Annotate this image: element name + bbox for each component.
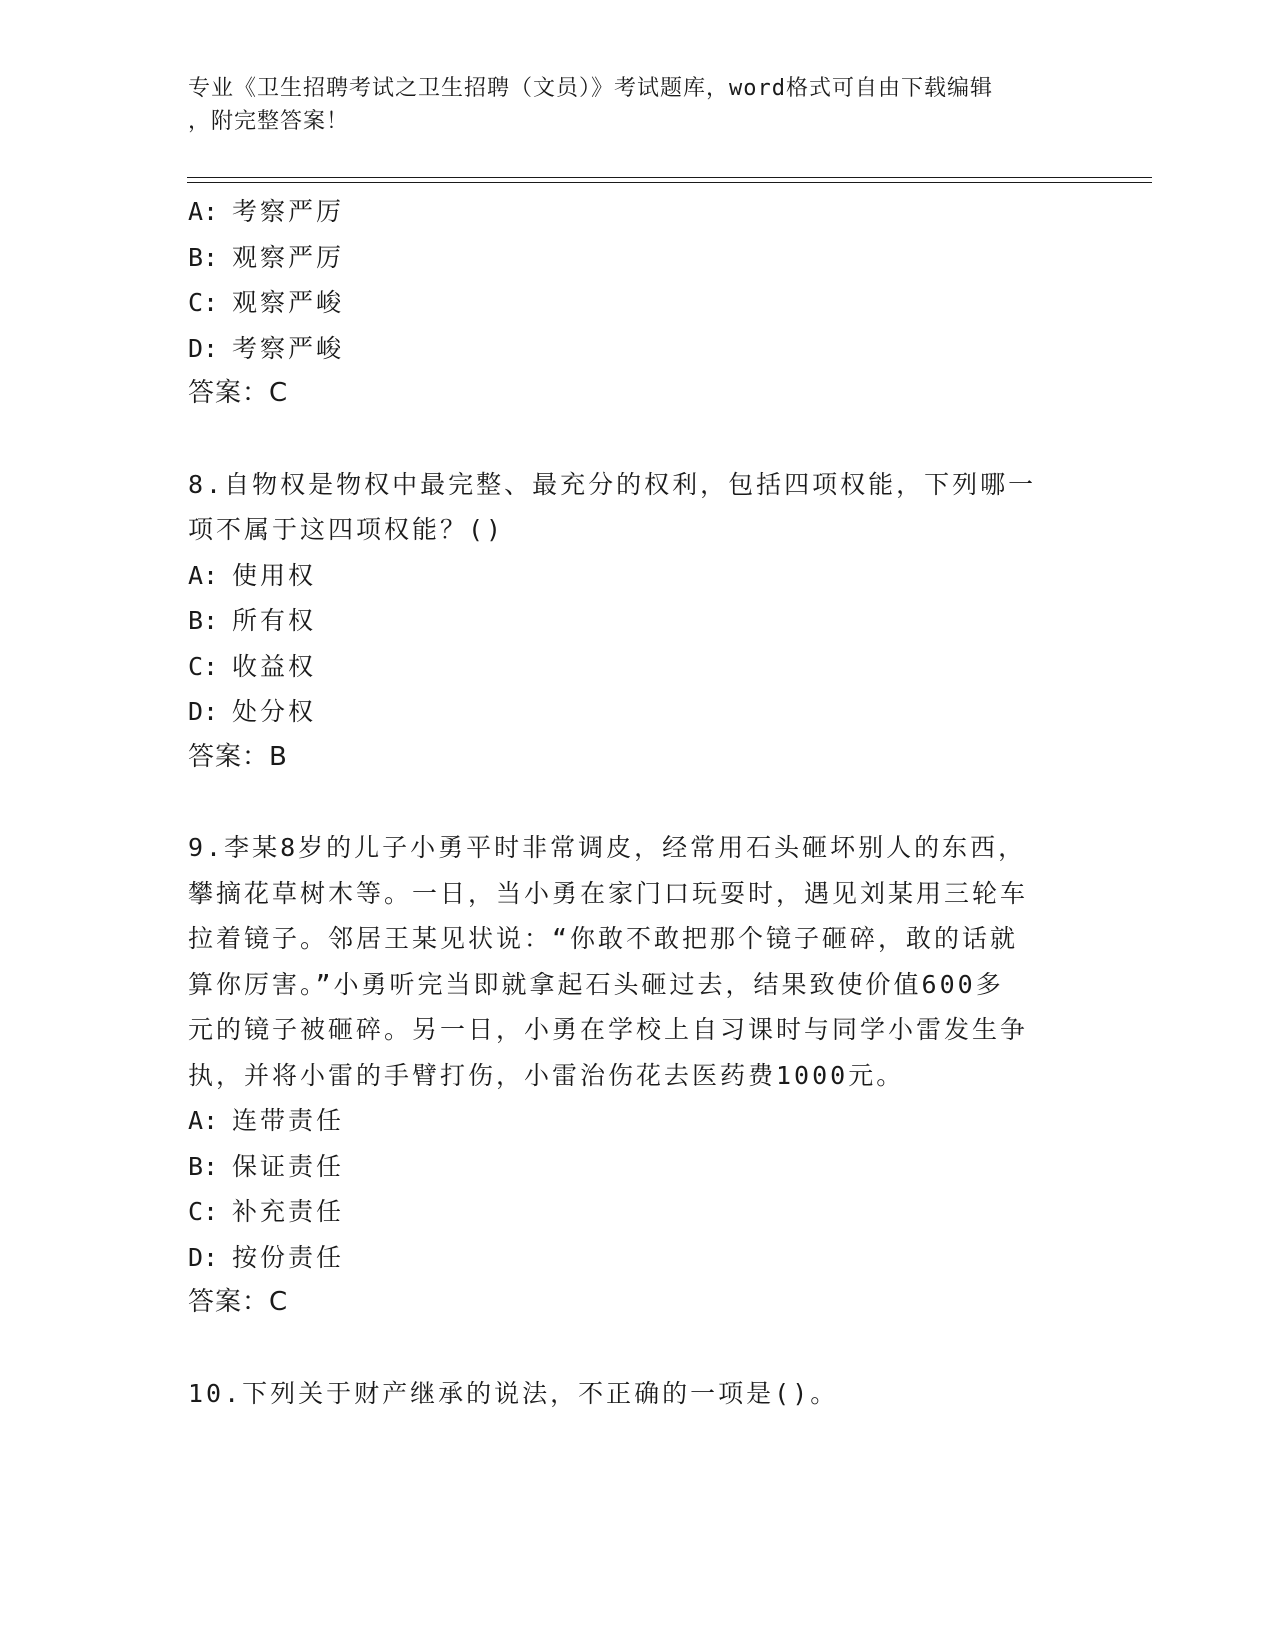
option-text: 所有权 — [232, 606, 317, 635]
question-9-stem-line: 9.李某8岁的儿子小勇平时非常调皮，经常用石头砸坏别人的东西， — [188, 833, 1027, 862]
option-d — [188, 1235, 1068, 1281]
option-text: 使用权 — [232, 560, 317, 590]
option-d — [188, 689, 1068, 735]
option-text: 连带责任 — [232, 1106, 345, 1135]
option-text: 收益权 — [232, 651, 317, 681]
option-d — [188, 326, 1068, 372]
question-9-options — [188, 1098, 1068, 1280]
question-10-stem: 10.下列关于财产继承的说法，不正确的一项是()。 — [188, 1378, 839, 1408]
option-b — [188, 235, 1068, 281]
option-key: A: — [188, 560, 219, 590]
document-header — [188, 72, 1068, 138]
header-divider-bottom — [187, 182, 1152, 183]
question-7-answer: 答案：C — [188, 378, 289, 408]
question-9-stem-line: 拉着镜子。邻居王某见状说：“你敢不敢把那个镜子砸碎，敢的话就 — [188, 924, 1019, 953]
option-key: A: — [188, 197, 219, 226]
header-title-line-1: 专业《卫生招聘考试之卫生招聘（文员）》考试题库，word格式可自由下载编辑 — [188, 76, 993, 101]
option-key: D: — [188, 697, 219, 726]
question-8-answer: 答案：B — [188, 741, 288, 772]
option-key: B: — [188, 606, 219, 635]
option-text: 保证责任 — [232, 1151, 345, 1181]
option-key: D: — [188, 333, 219, 363]
spacer — [188, 780, 1068, 825]
option-c — [188, 644, 1068, 690]
question-9-stem-line: 算你厉害。”小勇听完当即就拿起石头砸过去，结果致使价值600多 — [188, 969, 1004, 999]
option-text: 观察严厉 — [232, 242, 345, 272]
option-c — [188, 1189, 1068, 1235]
option-key: C: — [188, 651, 219, 681]
option-text: 考察严厉 — [232, 197, 345, 226]
spacer — [188, 1326, 1068, 1371]
question-8-stem-line-1: 8.自物权是物权中最完整、最充分的权利，包括四项权能，下列哪一 — [188, 469, 1037, 499]
option-text: 处分权 — [232, 697, 317, 726]
question-9-answer: 答案：C — [188, 1287, 289, 1317]
option-text: 观察严峻 — [232, 288, 345, 317]
option-key: C: — [188, 288, 219, 317]
header-title-line-2: ，附完整答案！ — [188, 109, 350, 134]
option-c — [188, 280, 1068, 326]
question-7-options — [188, 189, 1068, 371]
option-key: B: — [188, 242, 219, 272]
question-9-stem-line: 元的镜子被砸碎。另一日，小勇在学校上自习课时与同学小雷发生争 — [188, 1015, 1029, 1044]
option-text: 补充责任 — [232, 1197, 345, 1226]
option-a — [188, 553, 1068, 599]
question-9-stem-line: 攀摘花草树木等。一日，当小勇在家门口玩耍时，遇见刘某用三轮车 — [188, 878, 1029, 908]
question-9-stem-line: 执，并将小雷的手臂打伤，小雷治伤花去医药费1000元。 — [188, 1060, 905, 1090]
option-text: 考察严峻 — [232, 333, 345, 363]
option-key: D: — [188, 1242, 219, 1272]
option-key: C: — [188, 1197, 219, 1226]
option-b — [188, 598, 1068, 644]
option-a — [188, 1098, 1068, 1144]
question-8-stem-line-2: 项不属于这四项权能？() — [188, 515, 505, 544]
option-text: 按份责任 — [232, 1242, 345, 1272]
option-key: A: — [188, 1106, 219, 1135]
option-b — [188, 1144, 1068, 1190]
question-content — [188, 189, 1068, 1416]
question-8-options — [188, 553, 1068, 735]
header-divider-top — [187, 177, 1152, 178]
option-key: B: — [188, 1151, 219, 1181]
question-9-stem — [188, 825, 1068, 1098]
spacer — [188, 417, 1068, 462]
option-a — [188, 189, 1068, 235]
